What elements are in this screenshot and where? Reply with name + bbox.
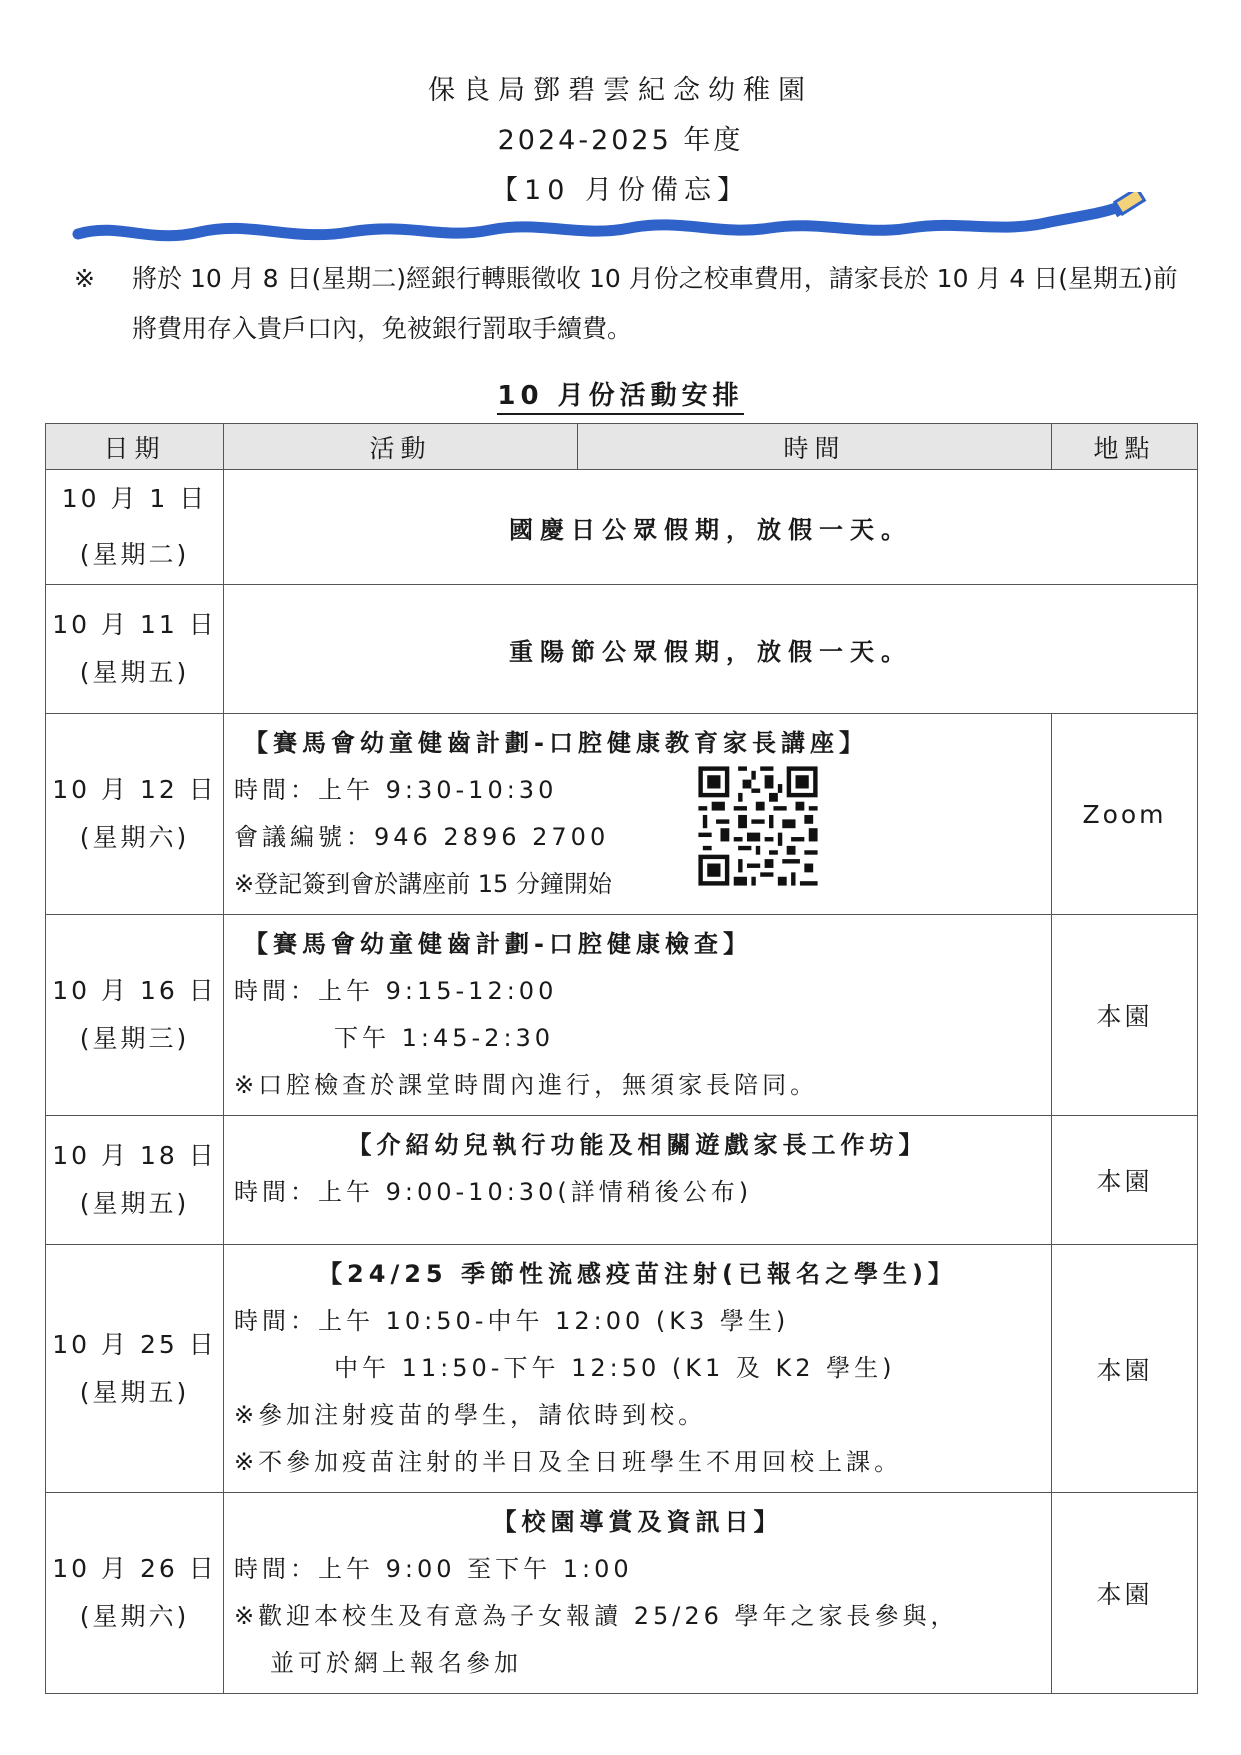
wavy-crayon-icon (60, 192, 1170, 252)
place-cell: 本園 (1052, 1493, 1198, 1694)
activity-title: 【賽馬會幼童健齒計劃-口腔健康教育家長講座】 (244, 729, 868, 757)
activity-cell (224, 915, 1052, 1116)
activity-title: 【校園導賞及資訊日】 (492, 1508, 783, 1536)
activity-line: 時間：上午 9:15-12:00 (234, 977, 558, 1005)
date-cell (46, 1493, 224, 1694)
activity-line: ※歡迎本校生及有意為子女報讀 25/26 學年之家長參與， (234, 1602, 959, 1630)
date-cell (46, 714, 224, 915)
activity-cell (224, 714, 1052, 915)
school-name: 保良局鄧碧雲紀念幼稚園 (428, 75, 813, 106)
activity-line: ※參加注射疫苗的學生，請依時到校。 (234, 1401, 707, 1429)
activity-title: 【介紹幼兒執行功能及相關遊戲家長工作坊】 (347, 1131, 928, 1159)
header-place: 地點 (1052, 424, 1198, 470)
activity-line: 中午 11:50-下午 12:50 (K1 及 K2 學生) (334, 1354, 896, 1382)
date-cell (46, 470, 224, 585)
weekday-text: (星期二) (79, 540, 190, 569)
activity-line: 時間：上午 9:30-10:30 (234, 776, 558, 804)
activity-line: 時間：上午 9:00 至下午 1:00 (234, 1555, 633, 1583)
date-text: 10 月 11 日 (52, 610, 217, 639)
fee-notice-text: 將於 10 月 8 日(星期二)經銀行轉賬徵收 10 月份之校車費用，請家長於 10 月 4 日(星期五)前將費用存入貴戶口內，免被銀行罰取手續費。 (132, 264, 1178, 343)
header-date: 日期 (46, 424, 224, 470)
table-row (46, 1116, 1198, 1245)
school-year: 2024-2025 年度 (497, 125, 744, 156)
header-activity: 活動 (224, 424, 578, 470)
activity-cell (224, 1493, 1052, 1694)
holiday-cell: 重陽節公眾假期，放假一天。 (224, 585, 1198, 714)
date-text: 10 月 1 日 (61, 484, 208, 513)
place-cell: Zoom (1052, 714, 1198, 915)
holiday-cell: 國慶日公眾假期，放假一天。 (224, 470, 1198, 585)
table-row (46, 470, 1198, 585)
table-row (46, 1493, 1198, 1694)
activity-line: 時間：上午 9:00-10:30(詳情稍後公布) (234, 1178, 753, 1206)
weekday-text: (星期五) (79, 658, 190, 687)
weekday-text: (星期五) (79, 1377, 190, 1407)
table-row (46, 1245, 1198, 1493)
date-text: 10 月 16 日 (52, 976, 217, 1005)
weekday-text: (星期五) (79, 1189, 190, 1218)
table-row (46, 585, 1198, 714)
table-row (46, 714, 1198, 915)
memo-title: 【10 月份備忘】 (491, 175, 750, 206)
activity-line: 時間：上午 10:50-中午 12:00 (K3 學生) (234, 1307, 790, 1335)
date-text: 10 月 26 日 (52, 1554, 217, 1583)
place-cell: 本園 (1052, 915, 1198, 1116)
activity-title: 【24/25 季節性流感疫苗注射(已報名之學生)】 (318, 1260, 957, 1288)
section-title-text: 10 月份活動安排 (497, 381, 743, 415)
section-title (0, 375, 1241, 412)
activity-line: 並可於網上報名參加 (270, 1649, 522, 1677)
table-row (46, 915, 1198, 1116)
weekday-text: (星期六) (79, 1602, 190, 1631)
activity-line: 會議編號：946 2896 2700 (234, 823, 610, 851)
activity-line: ※口腔檢查於課堂時間內進行，無須家長陪同。 (234, 1071, 819, 1099)
activity-line: ※登記簽到會於講座前 15 分鐘開始 (234, 870, 612, 898)
activity-table (45, 423, 1198, 1694)
date-text: 10 月 18 日 (52, 1141, 217, 1170)
header-time: 時間 (578, 424, 1052, 470)
date-cell (46, 1245, 224, 1493)
date-cell (46, 915, 224, 1116)
activity-cell (224, 1245, 1052, 1493)
activity-cell (224, 1116, 1052, 1245)
activity-line: 下午 1:45-2:30 (334, 1024, 555, 1052)
date-cell (46, 585, 224, 714)
weekday-text: (星期六) (79, 823, 190, 852)
table-header-row (46, 424, 1198, 470)
date-cell (46, 1116, 224, 1245)
qr-code-icon (694, 762, 822, 890)
note-mark: ※ (74, 264, 95, 293)
activity-title: 【賽馬會幼童健齒計劃-口腔健康檢查】 (244, 930, 752, 958)
date-text: 10 月 12 日 (52, 775, 217, 804)
place-cell: 本園 (1052, 1116, 1198, 1245)
weekday-text: (星期三) (79, 1024, 190, 1053)
date-text: 10 月 25 日 (52, 1329, 217, 1359)
place-cell: 本園 (1052, 1245, 1198, 1493)
activity-line: ※不參加疫苗注射的半日及全日班學生不用回校上課。 (234, 1448, 903, 1476)
